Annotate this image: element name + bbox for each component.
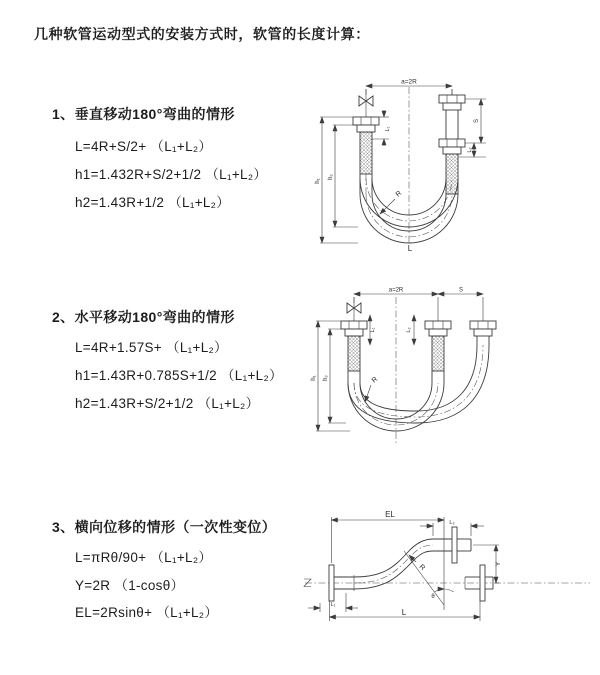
dimension-s [438,288,483,295]
dimension-l [330,601,481,621]
dim-label-r: R [417,563,427,572]
section-1-formula-L: L=4R+S/2+ （L₁+L₂） [75,139,213,154]
section-2-formula-h2: h2=1.43R+S/2+1/2 （L₁+L₂） [75,396,260,411]
dim-label-theta: θ [431,594,435,600]
left-pipe-flange [341,321,367,336]
section-3-formula-Y: Y=2R （1-cosθ） [75,578,185,593]
valve-icon [359,89,373,117]
right-pipe-flanges [439,89,465,154]
radius-callout [365,376,379,402]
dim-label-l2: L₂ [449,520,455,526]
dimension-h1 [315,117,358,243]
dim-label-h1: h₁ [315,178,321,184]
dim-label-l1: L₁ [370,327,376,333]
dim-label-l2: L₂ [467,147,473,153]
left-pipe-flange [353,117,379,132]
dim-label-r: R [370,375,380,385]
section-2-heading: 2、水平移动180°弯曲的情形 [52,309,235,325]
dimension-a-2r [354,288,483,322]
braided-hose-left [348,336,360,371]
braided-hose-left [360,132,372,174]
dim-label-l: L [401,608,407,617]
section-1-heading: 1、垂直移动180°弯曲的情形 [52,106,235,122]
dim-label-y: Y [495,561,502,567]
dim-label-l1: L₁ [330,602,336,608]
dimension-s [465,99,486,143]
dim-label-a: a=2R [401,78,417,86]
section-2-formula-L: L=4R+1.57S+ （L₁+L₂） [75,340,228,355]
dimension-h2 [323,329,346,423]
middle-pipe-flange [425,321,451,336]
dim-label-r: R [394,189,404,199]
hose-u-bend-position2 [348,345,489,423]
diagram-horizontal-180-bend [308,283,596,460]
dimension-h2 [328,125,358,227]
section-3-formula-L: L=πRθ/90+ （L₁+L₂） [75,550,213,565]
upper-right-flange [433,527,471,563]
section-2-formula-h1: h1=1.43R+0.785S+1/2 （L₁+L₂） [75,368,283,383]
centerline [304,579,590,587]
dim-label-l2: L₂ [406,327,412,333]
diagram-vertical-180-bend [308,73,593,255]
dim-label-l: L [407,244,413,253]
angle-theta [404,551,454,605]
section-1-formula-h2: h2=1.43R+1/2 （L₁+L₂） [75,195,231,210]
dim-label-s: S [474,118,480,124]
section-3-formula-EL: EL=2Rsinθ+ （L₁+L₂） [75,605,219,620]
valve-icon [347,297,361,321]
dimension-l1 [370,315,376,345]
dim-label-h2: h₂ [323,375,329,381]
dimension-h1 [311,321,350,431]
section-1-formula-h1: h1=1.432R+S/2+1/2 （L₁+L₂） [75,167,268,182]
dim-label-s: S [458,287,464,294]
dim-label-h1: h₁ [311,375,317,381]
dim-label-el: EL [385,510,395,519]
dim-label-l1: L₁ [385,126,391,132]
diagram-lateral-displacement [300,505,598,645]
section-3-heading: 3、横向位移的情形（一次性变位） [52,519,277,535]
dimension-l2 [406,315,414,345]
dim-label-h2: h₂ [328,174,334,180]
braided-hose-right [446,154,458,194]
braided-hose-middle [432,336,444,371]
right-pipe-flange [470,321,496,345]
dimension-el [332,510,445,610]
page-title: 几种软管运动型式的安装方式时，软管的长度计算： [34,26,370,42]
dim-label-a: a=2R [388,287,404,294]
